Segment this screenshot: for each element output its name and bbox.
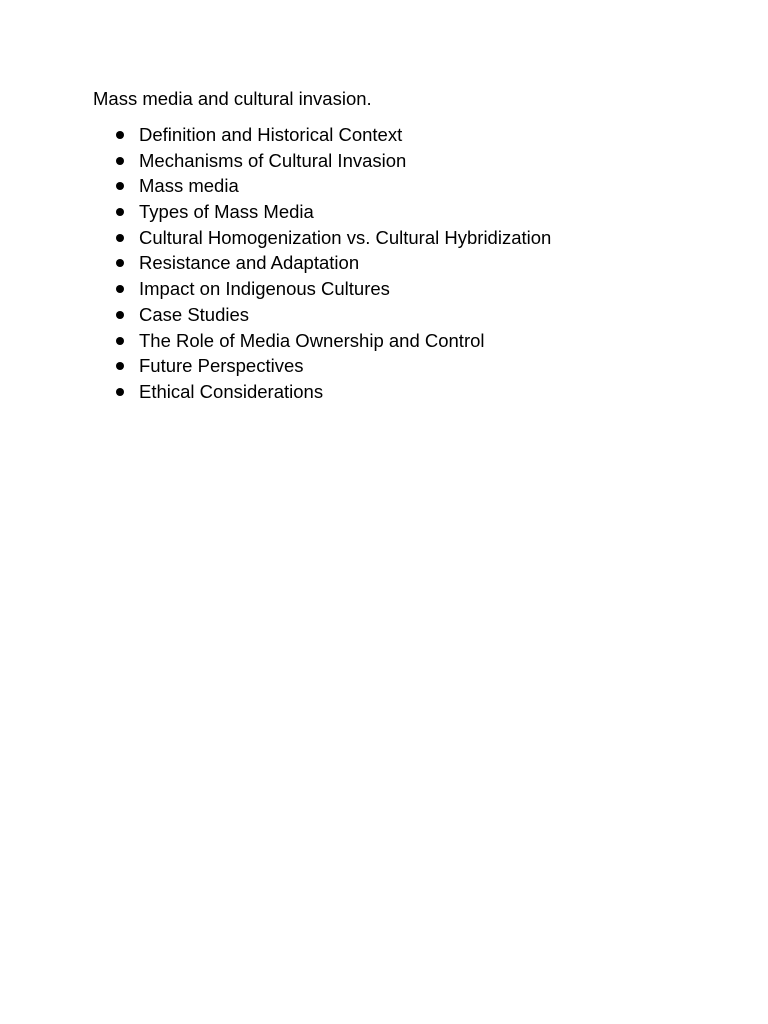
list-item-text: Mechanisms of Cultural Invasion: [139, 149, 407, 171]
list-item-text: Case Studies: [139, 303, 250, 325]
list-item-text: Mass media: [139, 175, 239, 197]
list-item-text: Impact on Indigenous Cultures: [139, 278, 390, 300]
list-item-text: The Role of Media Ownership and Control: [139, 329, 485, 351]
bullet-dot-icon: [116, 234, 124, 242]
list-item-text: Resistance and Adaptation: [139, 252, 360, 274]
bullet-dot-icon: [116, 311, 124, 319]
bullet-dot-icon: [116, 182, 124, 190]
bullet-dot-icon: [116, 259, 124, 267]
bullet-dot-icon: [116, 208, 124, 216]
bullet-dot-icon: [116, 131, 124, 139]
list-item-text: Ethical Considerations: [139, 380, 324, 402]
list-item-text: Future Perspectives: [139, 355, 304, 377]
bullet-dot-icon: [116, 285, 124, 293]
bullet-dot-icon: [116, 388, 124, 396]
list-item-text: Cultural Homogenization vs. Cultural Hybridization: [139, 226, 552, 248]
list-item-text: Types of Mass Media: [139, 201, 314, 223]
document-heading: Mass media and cultural invasion.: [93, 88, 372, 109]
bullet-dot-icon: [116, 362, 124, 370]
bullet-dot-icon: [116, 337, 124, 345]
list-item-text: Definition and Historical Context: [139, 124, 403, 145]
bullet-dot-icon: [116, 157, 124, 165]
